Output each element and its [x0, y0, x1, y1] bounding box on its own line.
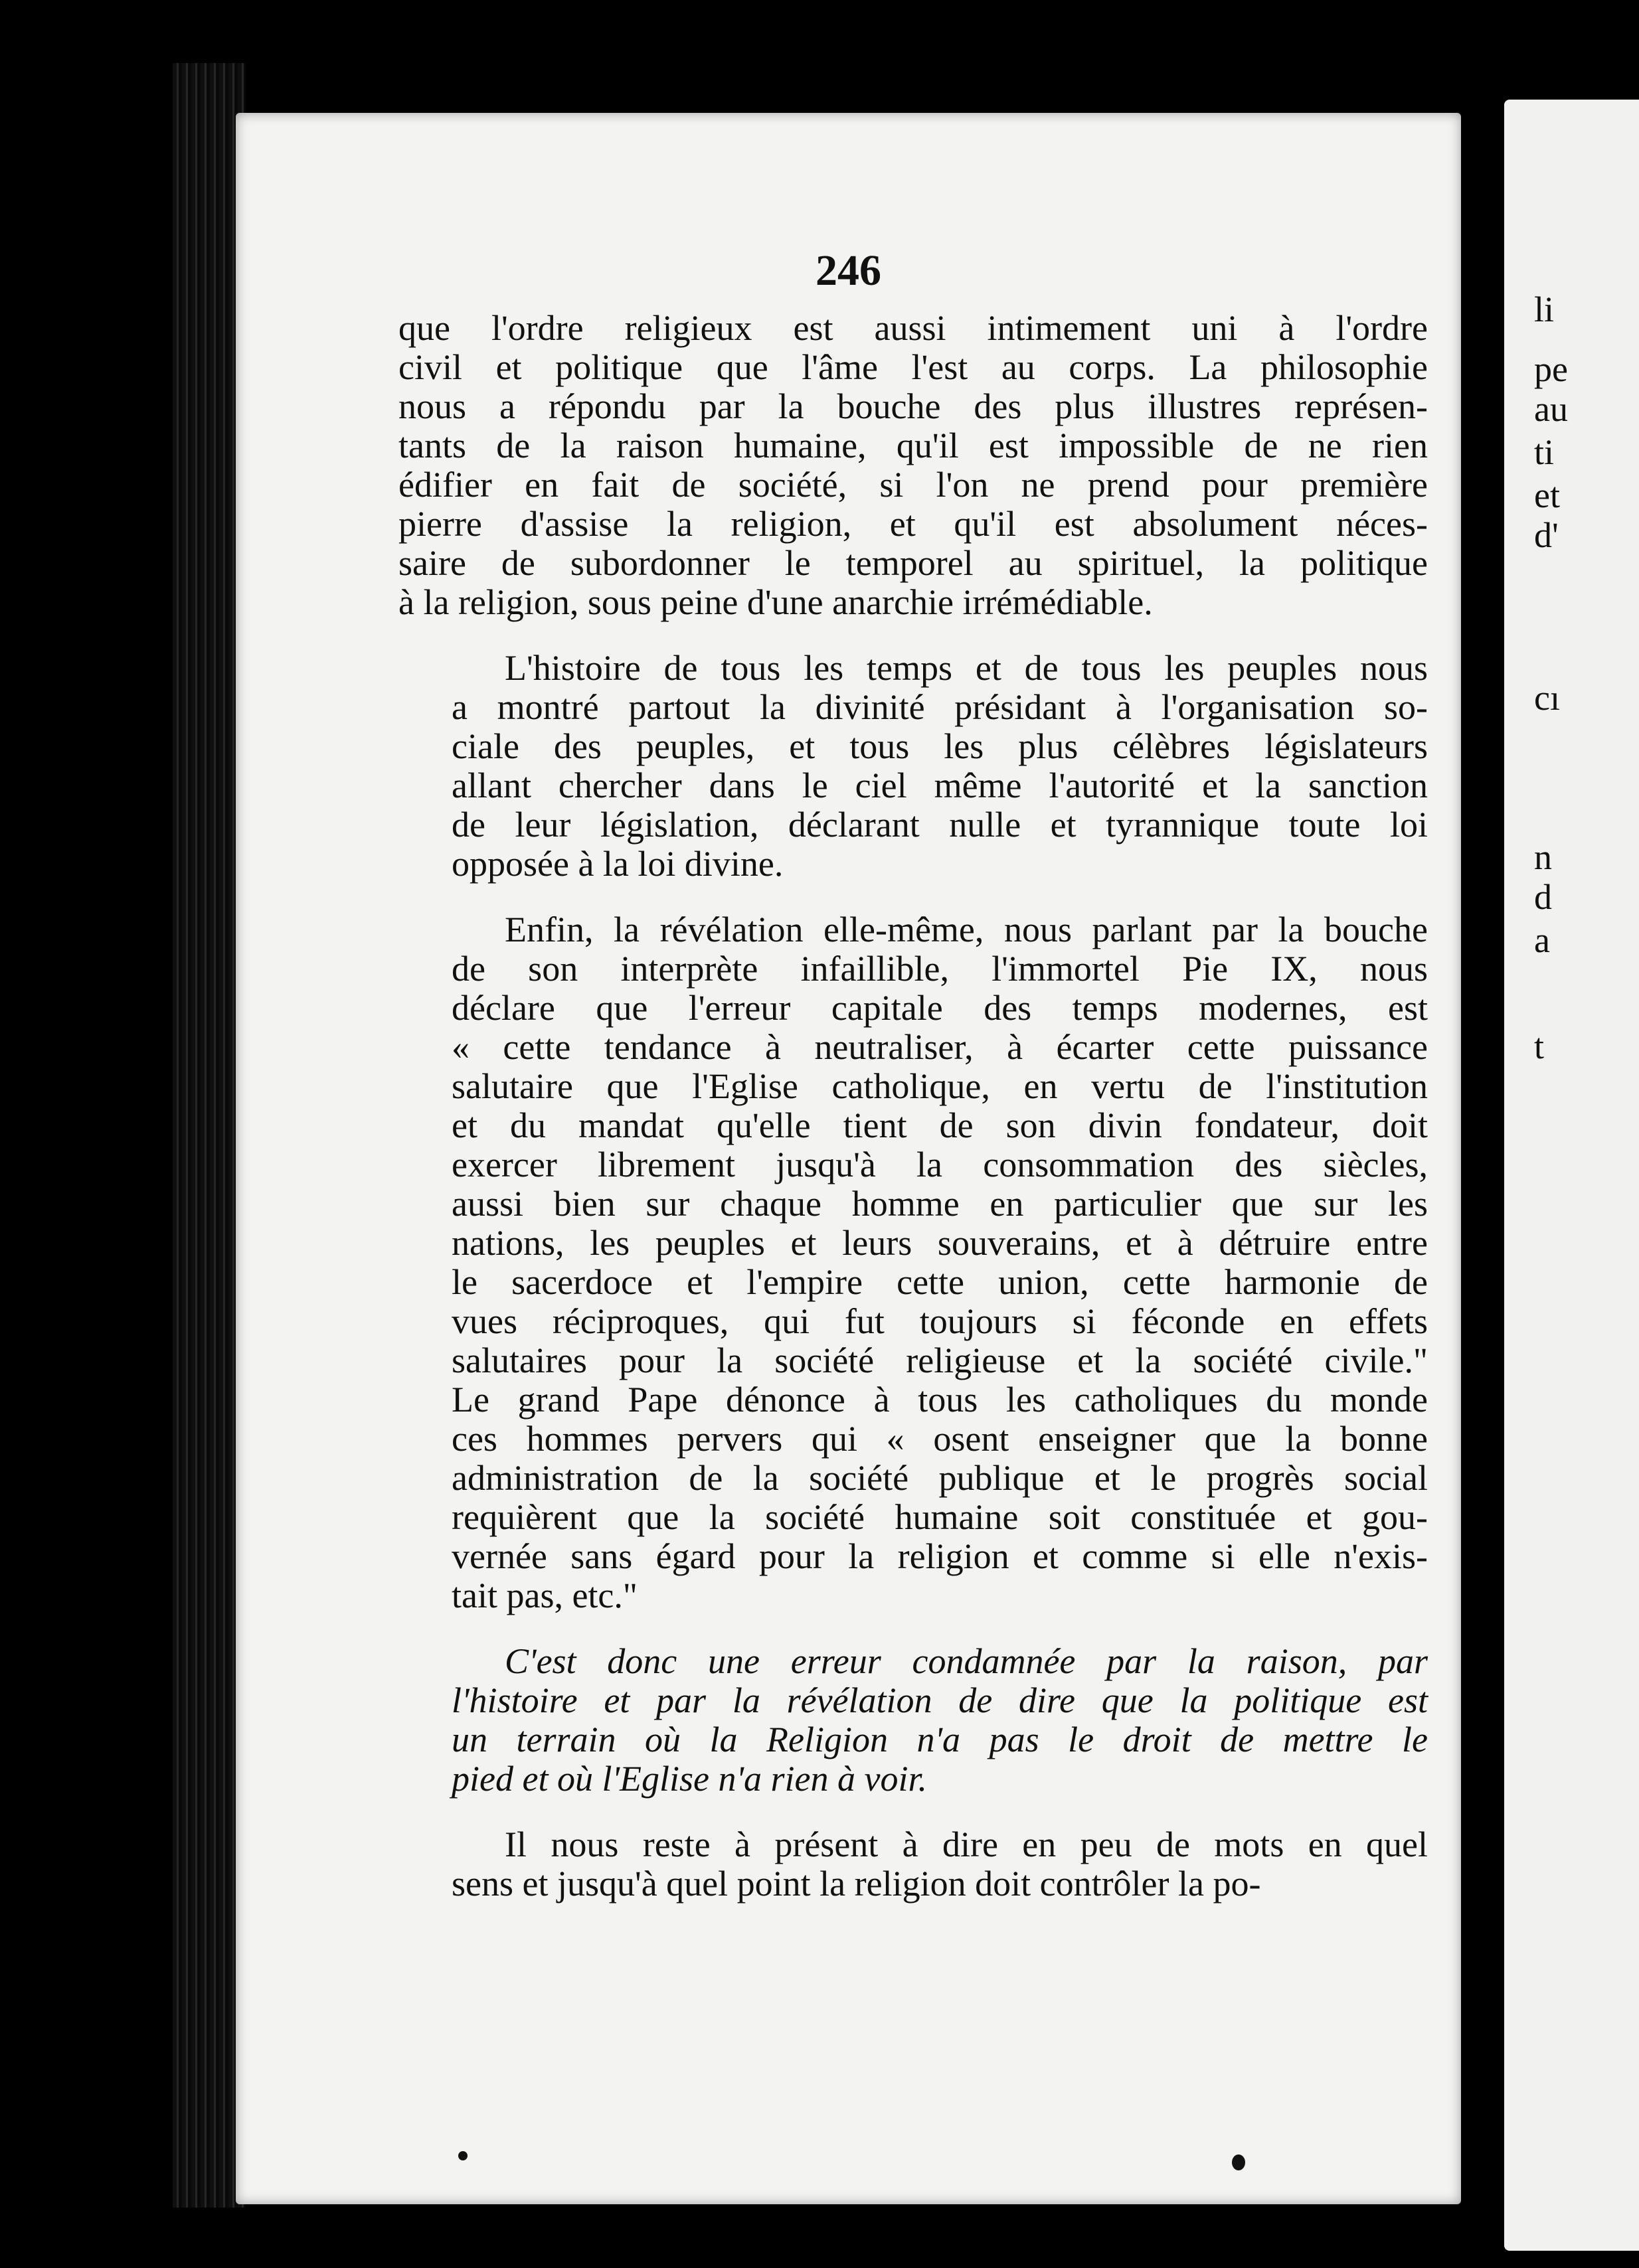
right-page-text-fragment: pe	[1534, 349, 1568, 389]
left-page	[236, 113, 1461, 2204]
text-line: a montré partout la divinité présidant à l'organisation so-	[452, 687, 1428, 727]
text-line: ciale des peuples, et tous les plus célèbres législateurs	[452, 726, 1428, 766]
ink-speck	[1232, 2154, 1245, 2170]
page-number: 246	[816, 246, 881, 295]
text-line: salutaire que l'Eglise catholique, en vertu de l'institution	[452, 1066, 1428, 1106]
text-line: vernée sans égard pour la religion et comme si elle n'exis-	[452, 1536, 1428, 1576]
text-line: C'est donc une erreur condamnée par la raison, par	[505, 1641, 1428, 1681]
paragraph	[398, 309, 1428, 622]
text-line: édifier en fait de société, si l'on ne prend pour première	[398, 465, 1428, 505]
right-page-text-fragment: et	[1534, 475, 1560, 515]
text-line: tait pas, etc."	[452, 1576, 638, 1615]
text-line: Enfin, la révélation elle-même, nous parlant par la bouche	[505, 910, 1428, 949]
text-line: le sacerdoce et l'empire cette union, cette harmonie de	[452, 1262, 1428, 1302]
text-line: nous a répondu par la bouche des plus illustres représen-	[398, 386, 1428, 426]
text-line: opposée à la loi divine.	[452, 844, 784, 884]
right-page-text-fragment: n	[1534, 837, 1552, 877]
paragraph	[398, 649, 1428, 884]
text-line: L'histoire de tous les temps et de tous les peuples nous	[505, 648, 1428, 688]
right-page-text-fragment: au	[1534, 389, 1568, 429]
text-line: déclare que l'erreur capitale des temps modernes, est	[452, 988, 1428, 1028]
text-line: de son interprète infaillible, l'immortel Pie IX, nous	[452, 949, 1428, 989]
text-line: sens et jusqu'à quel point la religion doit contrôler la po-	[452, 1864, 1261, 1903]
text-line: administration de la société publique et le progrès social	[452, 1458, 1428, 1498]
text-line: un terrain où la Religion n'a pas le droit de mettre le	[452, 1720, 1428, 1759]
text-line: Il nous reste à présent à dire en peu de mots en quel	[505, 1824, 1428, 1864]
right-page-text-fragment: li	[1534, 289, 1555, 329]
text-line: nations, les peuples et leurs souverains, et à détruire entre	[452, 1223, 1428, 1263]
text-line: ces hommes pervers qui « osent enseigner que la bonne	[452, 1419, 1428, 1459]
text-line: « cette tendance à neutraliser, à écarter cette puissance	[452, 1027, 1428, 1067]
text-line: civil et politique que l'âme l'est au corps. La philosophie	[398, 347, 1428, 387]
paragraph	[398, 1825, 1428, 1903]
text-line: pierre d'assise la religion, et qu'il est absolument néces-	[398, 504, 1428, 544]
body-text	[398, 309, 1428, 1930]
text-line: à la religion, sous peine d'une anarchie irrémédiable.	[398, 582, 1153, 622]
ink-speck	[458, 2151, 468, 2160]
text-line: de leur législation, déclarant nulle et tyrannique toute loi	[452, 805, 1428, 845]
text-line: saire de subordonner le temporel au spirituel, la politique	[398, 543, 1428, 583]
right-page-text-fragment: a	[1534, 920, 1550, 960]
book-spine-edge	[173, 63, 246, 2208]
text-line: vues réciproques, qui fut toujours si féconde en effets	[452, 1301, 1428, 1341]
right-page-text-fragment: d	[1534, 877, 1552, 917]
right-page-text-fragment: cı	[1534, 678, 1560, 718]
text-line: que l'ordre religieux est aussi intimement uni à l'ordre	[398, 308, 1428, 348]
text-line: et du mandat qu'elle tient de son divin fondateur, doit	[452, 1105, 1428, 1145]
text-line: tants de la raison humaine, qu'il est impossible de ne rien	[398, 426, 1428, 465]
right-page-text-fragment: t	[1534, 1026, 1545, 1066]
text-line: allant chercher dans le ciel même l'autorité et la sanction	[452, 766, 1428, 805]
text-line: Le grand Pape dénonce à tous les catholiques du monde	[452, 1380, 1428, 1419]
text-line: salutaires pour la société religieuse et la société civile."	[452, 1340, 1428, 1380]
paragraph	[398, 1642, 1428, 1799]
right-page-text-fragment: d'	[1534, 515, 1559, 555]
text-line: requièrent que la société humaine soit constituée et gou-	[452, 1497, 1428, 1537]
paragraph	[398, 910, 1428, 1615]
right-page-text-fragment: ti	[1534, 432, 1555, 472]
text-line: aussi bien sur chaque homme en particulier que sur les	[452, 1184, 1428, 1224]
right-page-edge	[1504, 100, 1639, 2251]
text-line: exercer librement jusqu'à la consommation des siècles,	[452, 1145, 1428, 1184]
text-line: l'histoire et par la révélation de dire que la politique est	[452, 1680, 1428, 1720]
text-line: pied et où l'Eglise n'a rien à voir.	[452, 1759, 928, 1799]
